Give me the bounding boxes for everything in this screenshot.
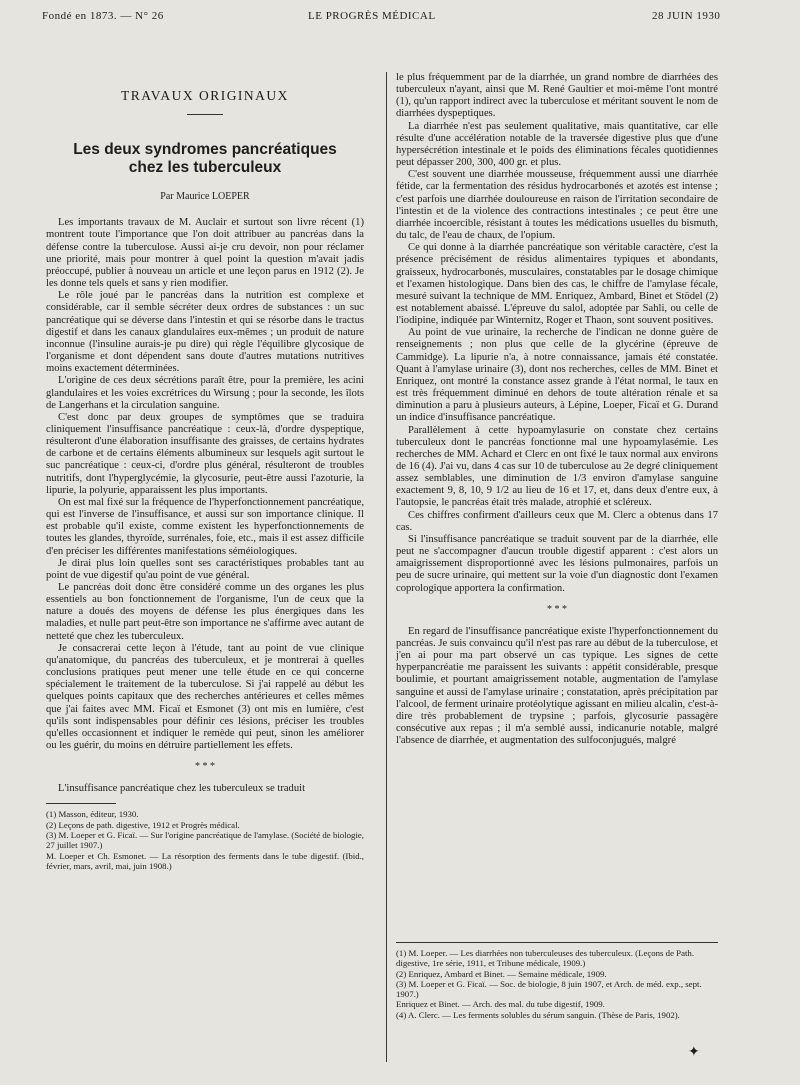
paragraph: L'origine de ces deux sécrétions paraît être, pour la première, les acini glandulaires et les voies excrétrices du Wirsung ; pour la seconde, les îlots de Langerhans et la circulation sanguine. (46, 375, 364, 411)
paragraph: Ces chiffres confirment d'ailleurs ceux que M. Clerc a obtenus dans 17 cas. (396, 509, 718, 533)
left-footnotes (46, 809, 364, 871)
footnote: Enriquez et Binet. — Arch. des mal. du tube digestif, 1909. (396, 999, 605, 1010)
section-separator-stars: * * * (195, 761, 215, 773)
footnote: (3) M. Loeper et G. Ficaï. — Sur l'origine pancréatique de l'amylase. (Société de biologie, 27 juillet 1907.) (46, 829, 364, 851)
footnote: (1) Masson, éditeur, 1930. (46, 809, 139, 820)
article-author: Par Maurice LOEPER (160, 191, 250, 203)
header-date: 28 JUIN 1930 (652, 10, 721, 22)
article-title-line2: chez les tuberculeux (128, 159, 282, 177)
paragraph: Ce qui donne à la diarrhée pancréatique son véritable caractère, c'est la présence précisément de résidus alimentaires typiques et abondants, graisseux, hydrocarbonés, musculaires, constatables par le dosage chimique et l'examen histologique. Dans bien des cas, le chiffre de l'amylase fécale, mesuré suivant la technique de MM. Enriquez, Ambard, Binet et Stödel (2) est notablement abaissé. L'épreuve du salol, adoptée par Sahli, ou celle de l'iodipine, indiquée par Winternitz, Roger et Thaon, sont souvent positives. (396, 242, 718, 327)
paragraph: Si l'insuffisance pancréatique se traduit souvent par de la diarrhée, elle peut ne s'accompagner d'aucun trouble digestif apparent : c'est alors un amaigrissement disproportionné avec les lésions pulmonaires, parfois un peu de sucre urinaire, qui mettent sur la voie d'un diagnostic dont l'examen coprologique apportera la confirmation. (396, 533, 718, 594)
article-title (46, 141, 364, 177)
article-title-line1: Les deux syndromes pancréatiques (73, 141, 337, 159)
paragraph: Les importants travaux de M. Auclair et surtout son livre récent (1) montrent toute l'importance que l'on doit attribuer au pancréas dans la défense contre la tuberculose. Aussi ai-je cru devoir, non pour réclamer une priorité, mais pour montrer à quel point la question m'avait jadis préoccupé, publier à nouveau un article et une leçon parus en 1912 (2). Je les donne tels quels et sans y rien modifier. (46, 217, 364, 290)
footnote: (4) A. Clerc. — Les ferments solubles du sérum sanguin. (Thèse de Paris, 1902). (396, 1009, 680, 1020)
paragraph: Au point de vue urinaire, la recherche de l'indican ne donne guère de renseignements ; non plus que celle de la glycérine (épreuve de Cammidge). La lipurie n'a, à notre connaissance, jamais été constatée. Quant à l'amylase urinaire (3), dont nos recherches, celles de MM. Binet et Enriquez, ont montré la constance assez grande à l'état normal, le taux en est très fréquemment diminué en dehors de toute altération rénale et sa diminution a paru à plusieurs auteurs, à Lépine, Loeper, Ficaï et G. Durand un indice d'insuffisance pancréatique. (396, 327, 718, 424)
footnote: (1) M. Loeper. — Les diarrhées non tuberculeuses des tuberculeux. (Leçons de Path. digestive, 1re série, 1911, et Tribune médicale, 1909.) (396, 948, 695, 969)
right-footnotes-block (396, 934, 718, 1020)
paragraph: En regard de l'insuffisance pancréatique existe l'hyperfonctionnement du pancréas. Je suis convaincu qu'il n'est pas rare au début de la tuberculose, et j'en ai pour ma part observé un cas typique. Les signes de cette hyperpancréatie me paraissent les suivants : appétit considérable, presque boulimie, et pourtant amaigrissement notable, augmentation de l'amylase sanguine et aussi de l'amylase urinaire ; constatation, après précipitation par l'alcool, de ferment urinaire protéolytique agissant en milieu alcalin, c'est-à-dire très probablement de trypsine ; parfois, glycosurie passagère consécutive aux repas ; il m'a semblé aussi, indicanurie notable, malgré l'absence de diarrhée, et augmentation des sulfoconjugués, malgré (396, 625, 718, 747)
section-rule (187, 114, 223, 115)
paragraph: C'est donc par deux groupes de symptômes que se traduira cliniquement l'insuffisance pancréatique : ceux-là, d'ordre dyspeptique, résulteront d'une élaboration insuffisante des graisses, de certains hydrates de carbone et de certains éléments albumineux sur lesquels agit surtout le suc pancréatique : ceux-ci, d'ordre plus général, résulteront de troubles nutritifs, dont l'hyperglycémie, la glycosurie, peut-être aussi l'azoturie, la lipurie, la polyurie, apparaissent les plus importants. (46, 411, 364, 496)
paragraph: Je consacrerai cette leçon à l'étude, tant au point de vue clinique qu'anatomique, du pancréas des tuberculeux, et je montrerai à quelles conclusions pratiques peut mener une telle étude en ce qui concerne spécialement le traitement de la tuberculose. Si j'ai rappelé au début les quelques points capitaux que des recherches antérieures et celles mêmes que j'ai faites avec MM. Ficaï et Esmonet (3) ont mis en lumière, c'est qu'ils sont indispensables pour définir ces lésions, préciser les troubles qu'elles occasionnent et indiquer le remède qui peut, sinon les améliorer ou les guérir, du moins en détruire partiellement les effets. (46, 642, 364, 752)
footnote-rule (46, 803, 116, 804)
paragraph: Parallèlement à cette hypoamylasurie on constate chez certains tuberculeux dont le pancréas fonctionne mal une hypoamylasémie. Les recherches de MM. Achard et Clerc en ont fixé le taux normal aux environs de 16 (4). J'ai vu, dans 4 cas sur 10 de tuberculose au 2e degré cliniquement assez semblables, une diminution de 1/3 environ d'amylase sanguine exactement 9, 8, 10, 9 1/2 au lieu de 16 et 17, et, dans deux d'entre eux, à l'autopsie, le pancréas était très malade, atrophié et scléreux. (396, 424, 718, 509)
paragraph: Je dirai plus loin quelles sont ses caractéristiques probables tant au point de vue digestif qu'au point de vue général. (46, 557, 364, 581)
footnote: (2) Leçons de path. digestive, 1912 et Progrès médical. (46, 819, 240, 830)
left-column (46, 72, 364, 871)
paragraph: C'est souvent une diarrhée mousseuse, fréquemment aussi une diarrhée fétide, car la fermentation des résidus hydrocarbonés et azotés est intense ; c'est parfois une diarrhée douloureuse en raison de l'irritation secondaire de l'intestin et de la violence des contractions intestinales ; ce peut être une diarrhée incoercible, résistant à toutes les médications usuelles du bismuth, du talc, de l'eau de chaux, de l'opium. (396, 169, 718, 242)
paragraph: le plus fréquemment par de la diarrhée, un grand nombre de diarrhées des tuberculeux n'ayant, ainsi que M. René Gaultier et moi-même l'ont montré (1), qu'un rapport indirect avec la tuberculose et méritant souvent le nom de diarrhées dyspeptiques. (396, 72, 718, 120)
column-divider (386, 72, 387, 1062)
right-column (396, 72, 718, 747)
header-journal-title: LE PROGRÈS MÉDICAL (308, 10, 436, 22)
footnote: M. Loeper et Ch. Esmonet. — La résorption des ferments dans le tube digestif. (Ibid., février, mars, avril, mai, juin 1908.) (46, 850, 364, 871)
paragraph: On est mal fixé sur la fréquence de l'hyperfonctionnement pancréatique, qui est l'inverse de l'insuffisance, et aussi sur son importance clinique. Il est probable qu'il existe, comme existent les hyperfonctionnements de toutes les glandes, thyroïde, surrénales, foie, etc., mais il est assez difficile d'en préciser les différentes manifestations séméiologiques. (46, 496, 364, 557)
paragraph: Le rôle joué par le pancréas dans la nutrition est complexe et considérable, car il semble sécréter deux ordres de substances : un suc pancréatique qui se déverse dans l'intestin et qui se résorbe dans le tractus digestif et dans les canaux glandulaires eux-mêmes ; un produit de nature inconnue (l'insuline aurais-je pu dire) qui règle l'équilibre glycosique de l'organisme et dont dépendent sans doute d'autres mutations nutritives moins exactement déterminées. (46, 290, 364, 375)
footnote: (2) Enriquez, Ambard et Binet. — Semaine médicale, 1909. (396, 968, 607, 979)
right-footnotes (396, 948, 718, 1020)
header-founded: Fondé en 1873. — N° 26 (42, 10, 164, 22)
section-title: TRAVAUX ORIGINAUX (121, 88, 289, 103)
footnote: (3) M. Loeper et G. Ficaï. — Soc. de biologie, 8 juin 1907, et Arch. de méd. exp., sept. 1907.) (396, 978, 702, 1000)
paragraph: La diarrhée n'est pas seulement qualitative, mais quantitative, car elle résulte d'une accélération notable de la traversée digestive plus que d'une hypersécrétion intestinale et le poids des éliminations fécales quotidiennes peut dépasser 200, 300, 400 gr. et plus. (396, 120, 718, 169)
end-ornament-icon: ✦ (688, 1045, 700, 1060)
footnote-rule (396, 942, 718, 943)
paragraph: L'insuffisance pancréatique chez les tuberculeux se traduit (58, 783, 306, 795)
section-separator-stars: * * * (547, 603, 567, 615)
paragraph: Le pancréas doit donc être considéré comme un des organes les plus essentiels au bon fonctionnement de l'organisme, l'un de ceux que la nature a doués des moyens de défense les plus énergiques dans les maladies, et nulle part peut-être son importance ne s'affirme avec autant de netteté que chez les tuberculeux. (46, 582, 364, 642)
